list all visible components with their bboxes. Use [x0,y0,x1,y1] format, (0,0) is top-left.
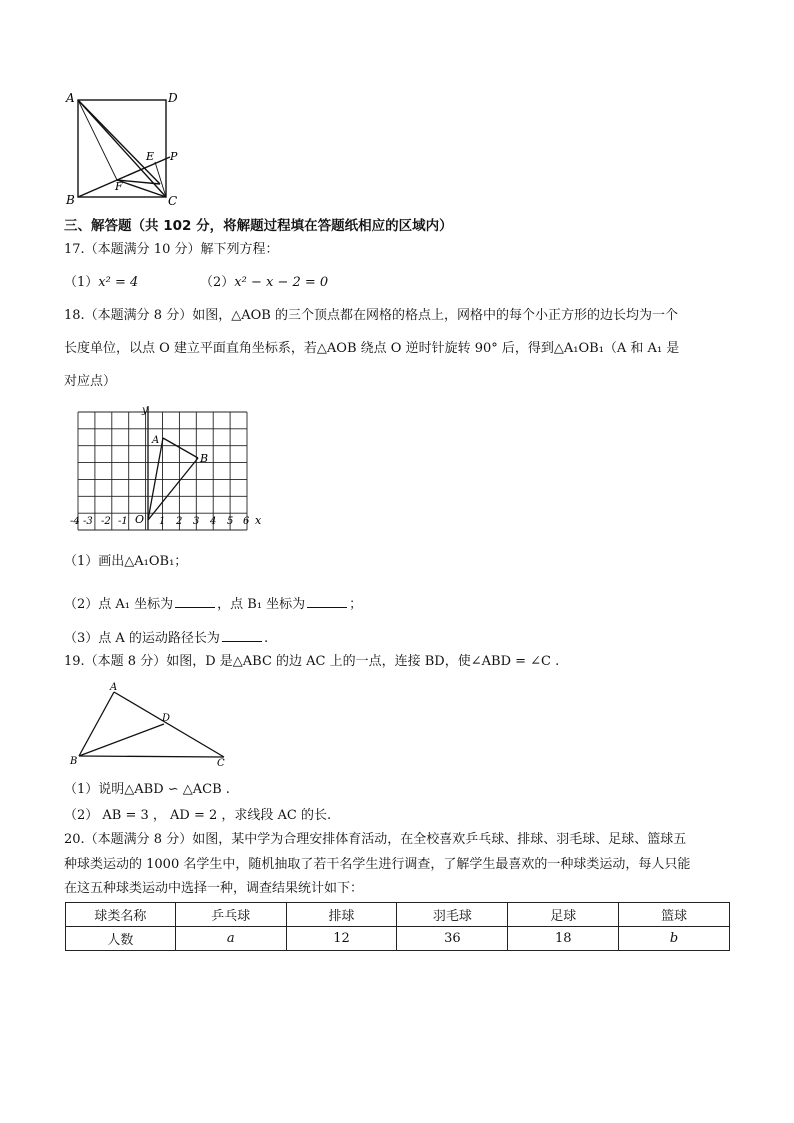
survey-table [65,902,730,951]
q18-line3: 对应点） [64,374,117,389]
label-F: F [115,180,123,193]
q19-part2: （2） AB = 3 ， AD = 2 ，求线段 AC 的长. [64,808,332,823]
x-tick-label: 3 [193,516,200,527]
q19-stem: 19.（本题 8 分）如图，D 是△ABC 的边 AC 上的一点，连接 BD，使∠ABD = ∠C . [64,654,560,669]
x-tick-label: -2 [101,516,111,527]
q17-stem: 17.（本题满分 10 分）解下列方程： [64,242,279,257]
table-cell: 篮球 [619,903,730,927]
x-tick-label: 1 [159,516,166,527]
q17-part2 [200,273,328,293]
table-cell: 羽毛球 [397,903,508,927]
q18-part3 [64,627,268,649]
q17-eq1: x² = 4 [98,275,139,290]
section-title: 三、解答题（共 102 分，将解题过程填在答题纸相应的区域内） [64,218,453,234]
tri-label-D: D [162,713,171,724]
q20-line1: 20.（本题满分 8 分）如图，某中学为合理安排体育活动，在全校喜欢乒乓球、排球、羽毛球、足球、篮球五 [64,832,687,847]
label-P: P [170,150,178,163]
grid-figure [66,402,276,538]
table-cell: 乒乓球 [175,903,286,927]
tri-label-C: C [217,758,225,769]
point-A-label: A [152,435,160,446]
answer-blank-a1[interactable] [175,593,215,608]
table-cell: 36 [397,927,508,951]
label-D: D [168,91,178,105]
label-C: C [168,194,178,208]
tri-label-A: A [110,682,118,693]
q18-part2-a: （2）点 A₁ 坐标为 [64,597,174,612]
q18-line2: 长度单位，以点 O 建立平面直角坐标系，若△AOB 绕点 O 逆时针旋转 90° 后，得到△A₁OB₁（A 和 A₁ 是 [64,341,680,356]
axis-y-label: y [142,405,148,416]
x-tick-label: -3 [83,516,93,527]
q17-eq2: x² − x − 2 = 0 [234,275,329,290]
table-cell: 排球 [286,903,397,927]
x-tick-label: 6 [243,516,250,527]
x-tick-label: 5 [227,516,234,527]
table-row [66,927,730,951]
x-tick-label: 4 [210,516,217,527]
q17-part1 [64,273,138,293]
q19-part1: （1）说明△ABD ∽ △ACB . [64,782,230,797]
answer-blank-path[interactable] [222,627,262,642]
q18-part2-c: ； [349,597,363,612]
point-B-label: B [200,452,209,465]
table-cell: 球类名称 [66,903,176,927]
square-figure [60,88,190,208]
q17-part2-label: （2） [200,275,235,290]
q17-part1-label: （1） [64,275,99,290]
answer-blank-b1[interactable] [307,593,347,608]
table-cell: 足球 [508,903,619,927]
label-A: A [66,91,75,105]
q18-part3-a: （3）点 A 的运动路径长为 [64,631,220,646]
triangle-figure [66,680,241,772]
q20-line2: 种球类运动的 1000 名学生中，随机抽取了若干名学生进行调查，了解学生最喜欢的一种球类运动，每人只能 [64,857,691,872]
table-cell: a [175,927,286,951]
label-B: B [66,193,75,207]
table-header-row [66,903,730,927]
q18-part3-b: . [263,631,269,646]
q18-part1: （1）画出△A₁OB₁； [64,554,188,569]
label-E: E [146,150,155,163]
table-cell: 18 [508,927,619,951]
q18-part2 [64,593,362,615]
x-tick-label: 2 [176,516,183,527]
table-cell: 12 [286,927,397,951]
axis-x-label: x [255,514,262,527]
x-tick-label: -4 [70,516,80,527]
origin-label: O [135,513,145,526]
table-cell: b [619,927,730,951]
q18-part2-b: ，点 B₁ 坐标为 [217,597,306,612]
q20-line3: 在这五种球类运动中选择一种，调查结果统计如下： [64,881,364,896]
q18-line1: 18.（本题满分 8 分）如图，△AOB 的三个顶点都在网格的格点上，网格中的每个小正方形的边长均为一个 [64,308,678,323]
x-tick-label: -1 [118,516,128,527]
segment-OB [148,458,198,520]
tri-label-B: B [70,756,78,767]
segment-AB [163,438,198,458]
table-cell: 人数 [66,927,176,951]
